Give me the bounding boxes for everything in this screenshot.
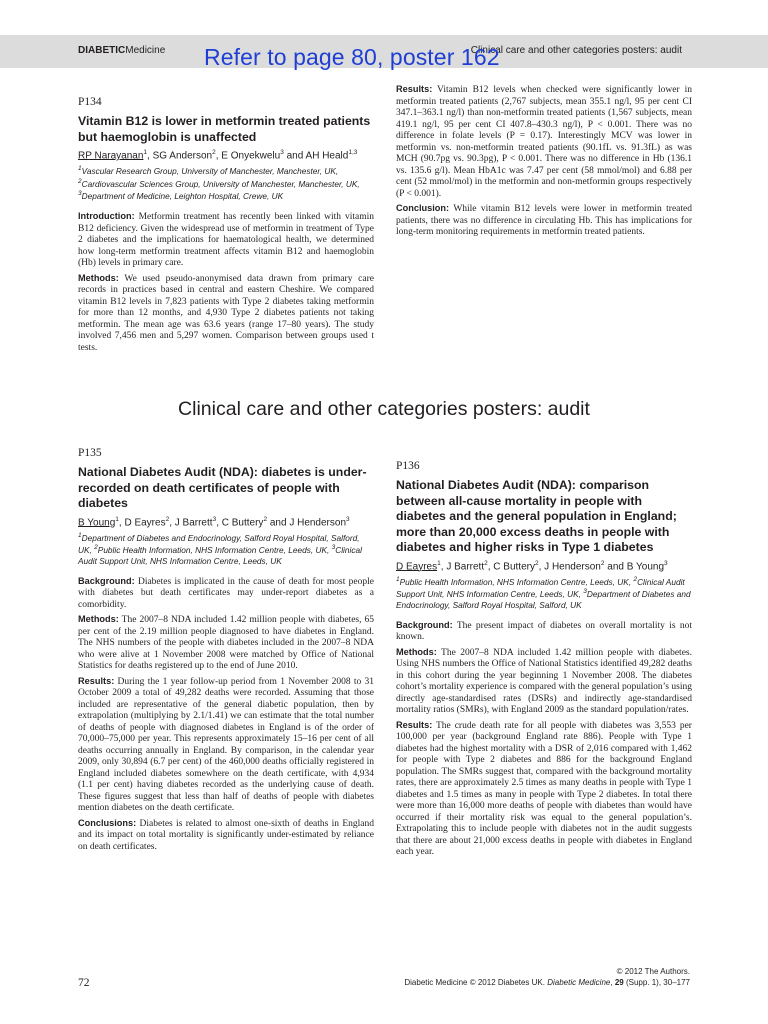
- author-sup: 2: [534, 559, 539, 567]
- section-heading: Clinical care and other categories posters: audit: [178, 398, 590, 420]
- methods-paragraph: [78, 273, 374, 355]
- author-name: B Young: [78, 516, 116, 528]
- author-sup: 1,3: [348, 149, 358, 156]
- author-name: J Henderson: [544, 560, 601, 572]
- results-text: The crude death rate for all people with diabetes was 3,553 per 100,000 per year (background England rate 886). People with Type 1 diabetes had the highest mortality with a DSR of 2,016 compared with 1,462 for people with Type 2 diabetes and 886 for the background England population. The SMRs suggest that, compared with the background mortality rates, there are approximately 2.5 times as many deaths in people with Type 1 diabetes and 1.5 times as many in people with Type 2 diabetes. In total there were more than 16,000 more deaths of people with diabetes than would have occurred if their mortality risk was equal to the general population’s. Extrapolating this to include people with diabetes not in the audit suggests that there are about 21,000 excess deaths in people with diabetes in England each year.: [396, 720, 692, 858]
- background-paragraph: [78, 576, 374, 612]
- author-sup: 1: [437, 559, 441, 567]
- page-reference-stamp: Refer to page 80, poster 162: [204, 44, 500, 70]
- affiliation-sup: 3: [331, 544, 336, 552]
- abstract-title: National Diabetes Audit (NDA): comparison between all-cause mortality in people with diabetes and the general population in England; more than 20,000 excess deaths in people with diabetes and higher risks in Type 1 diabetes: [396, 478, 677, 554]
- copyright-journal: Diabetic Medicine: [547, 978, 611, 987]
- affiliation: Department of Diabetes and Endocrinology, Salford Royal Hospital, Salford, UK: [396, 589, 691, 610]
- results-paragraph: [396, 84, 692, 200]
- affiliation: Public Health Information, NHS Information Centre, Leeds, UK,: [399, 576, 632, 587]
- abstract-p134-left: [78, 96, 374, 357]
- author-name: J Barrett: [446, 560, 485, 572]
- section-label: Results:: [78, 675, 115, 686]
- copyright-volume: 29: [614, 978, 624, 987]
- affiliation: Cardiovascular Sciences Group, University of Manchester, Manchester, UK,: [81, 178, 360, 189]
- affiliation-sup: 1: [78, 165, 82, 173]
- author-sup: 3: [280, 149, 284, 156]
- results-text: During the 1 year follow-up period from 1 November 2008 to 31 October 2009 a total of 49,282 deaths were recorded. Assuming that those included are representative of the general diabetic population, then by extrapolation (multiplying by 2.1/1.41) we can estimate that the total number of deaths of people with diagnosed diabetes in England is of the order of 70,000–75,000 per year. This represents approximately 15–16 per cent of all deaths occurring annually in England. By comparison, in the calendar year 2009, only 30,894 (6.7 per cent) of the 460,000 deaths officially registered in England included diabetes somewhere on the death certificate, with 4,934 (1.1 per cent) having diabetes recorded as the underlying cause of death. These figures suggest that less than half of deaths of people with diabetes mention diabetes on the death certificate.: [78, 676, 374, 814]
- methods-text: The 2007–8 NDA included 1.42 million people with diabetes. Using NHS numbers the Office of National Statistics identified 49,282 deaths in this cohort during the year beginning 1 November 2008. The diabetes cohort’s mortality experience is compared with the general population’s using directly age-standardised rates (DSRs) and indirectly age-standardised mortality ratios (SMRs), with England 2009 as the standard population/rates.: [396, 647, 692, 716]
- conclusions-text: Diabetes is related to almost one-sixth of deaths in England and its impact on total mortality is significantly under-estimated by reliance on death certificates.: [78, 818, 374, 852]
- copyright-issue: (Supp. 1), 30–177: [623, 978, 690, 987]
- section-label: Conclusion:: [396, 203, 450, 213]
- author-sup: 2: [600, 559, 605, 567]
- affiliations: [396, 575, 692, 611]
- methods-text: The 2007–8 NDA included 1.42 million people with diabetes, 65 per cent of the 2.19 million people diagnosed to have diabetes in England. The NHS numbers of the people with diabetes included in the 2007–8 NDA who were alive at 1 November 2008 were matched by Office of National Statistics for deaths registered up to the end of June 2010.: [78, 615, 374, 672]
- background-text: Diabetes is implicated in the cause of death for most people with diabetes but death certificates may under-report diabetes as a comorbidity.: [78, 576, 375, 610]
- author-name: J Henderson: [289, 516, 347, 528]
- author-name: SG Anderson: [152, 150, 213, 162]
- journal-name: [78, 45, 165, 56]
- author-list: D Eayres$^1$, J Barrett$^2$, C Buttery$^2$, J Henderson$^2$ and B Young$^3$: [396, 559, 668, 572]
- author-sup: 3: [346, 515, 350, 523]
- conclusion-text: While vitamin B12 levels were lower in metformin treated patients, there was no difference in circulating Hb. This has implications for long-term monitoring requirements in metformin treated patients.: [396, 204, 692, 237]
- abstract-number: P136: [396, 460, 420, 472]
- copyright-line-2: [404, 977, 690, 988]
- affiliation: Department of Medicine, Leighton Hospital, Crewe, UK: [81, 191, 284, 202]
- author-name: D Eayres: [124, 516, 166, 528]
- affiliation-sup: 1: [78, 531, 82, 539]
- section-label: Methods:: [78, 272, 119, 283]
- affiliation: Clinical Audit Support Unit, NHS Information Centre, Leeds, UK: [78, 545, 362, 566]
- affiliation-sup: 1: [396, 575, 400, 583]
- author-name: J Barrett: [174, 516, 213, 528]
- section-label: Introduction:: [78, 211, 135, 222]
- affiliations: [78, 531, 374, 567]
- introduction-paragraph: [78, 211, 374, 270]
- abstract-number: P134: [78, 96, 102, 108]
- author-sup: 3: [664, 559, 668, 567]
- section-label: Conclusions:: [78, 817, 137, 828]
- introduction-text: Metformin treatment has recently been linked with vitamin B12 deficiency. Given the widespread use of metformin in treatment of Type 2 diabetes and the implications for haematological health, we determined how long-term metformin treatment affects vitamin B12 and haemoglobin (Hb) levels in primary care.: [78, 212, 374, 269]
- running-head: Clinical care and other categories posters: audit: [470, 45, 682, 56]
- copyright-publisher: Diabetic Medicine © 2012 Diabetes UK.: [404, 978, 548, 987]
- author-list: RP Narayanan$^1$, SG Anderson$^2$, E Onyekwelu$^3$ and AH Heald$^{1,3}$: [78, 149, 358, 162]
- section-label: Background:: [396, 619, 453, 630]
- methods-paragraph: [78, 614, 374, 673]
- results-paragraph: [396, 720, 692, 859]
- abstract-number: P135: [78, 447, 102, 459]
- author-name: D Eayres: [396, 560, 438, 572]
- author-name: E Onyekwelu: [221, 150, 281, 162]
- copyright-sep: ,: [610, 978, 615, 987]
- conclusion-paragraph: [396, 203, 692, 239]
- author-list: B Young$^1$, D Eayres$^2$, J Barrett$^3$, C Buttery$^2$ and J Henderson$^3$: [78, 515, 350, 528]
- affiliation: Public Health Information, NHS Information Centre, Leeds, UK,: [97, 545, 330, 556]
- author-name: B Young: [626, 560, 665, 572]
- author-name: C Buttery: [493, 560, 535, 572]
- author-sup: 2: [165, 515, 170, 523]
- abstract-title: Vitamin B12 is lower in metformin treated patients but haemoglobin is unaffected: [78, 114, 371, 144]
- section-label: Results:: [396, 719, 433, 730]
- results-text: Vitamin B12 levels when checked were significantly lower in metformin treated patients (2,767 subjects, mean 355.1 ng/l, 95 per cent CI 347.1–363.1 ng/l) than non-metformin treated patients (1,567 subjects, mean 419.1 ng/l, 95 per cent CI 407.8–430.3 ng/l), P < 0.001. There was no difference in folate levels (P = 0.17). Interestingly MCV was lower in metformin vs. non-metformin treated patients (90.1fL vs. 91.3fL) as was MCH (90.7pg vs. 90.3pg), P < 0.001. There was no difference in Hb (136.1 vs. 135.6 g/l). Mean HbA1c was 7.47 per cent (58 mmol/mol) and 6.88 per cent (52 mmol/mol) in the metformin and non-metformin groups respectively (P < 0.001).: [396, 85, 692, 199]
- background-text: The present impact of diabetes on overall mortality is not known.: [396, 620, 692, 643]
- page-number: 72: [78, 977, 90, 989]
- affiliations: [78, 164, 374, 202]
- results-paragraph: [78, 676, 374, 815]
- methods-text: We used pseudo-anonymised data drawn from primary care records in practices based in central and eastern Cheshire. We compared vitamin B12 levels in 7,823 patients with Type 2 diabetes taking metformin for more than 12 months, and 4,930 Type 2 diabetes patients not taking metformin. The mean age was 63.6 years (range 17–80 years). The study involved 7,456 men and 5,297 women. Comparison between groups used t tests.: [78, 273, 374, 353]
- affiliation-sup: 2: [78, 177, 82, 185]
- author-sup: 2: [263, 515, 268, 523]
- affiliation-sup: 2: [94, 544, 98, 552]
- author-sup: 1: [115, 515, 119, 523]
- author-name: RP Narayanan: [78, 150, 144, 162]
- author-name: C Buttery: [221, 516, 264, 528]
- affiliation-sup: 3: [78, 190, 82, 198]
- affiliation: Department of Diabetes and Endocrinology, Salford Royal Hospital, Salford, UK,: [78, 532, 360, 556]
- section-label: Methods:: [78, 614, 119, 625]
- author-sup: 1: [143, 149, 148, 156]
- conclusions-paragraph: [78, 818, 374, 854]
- section-label: Background:: [78, 575, 135, 586]
- abstract-title: National Diabetes Audit (NDA): diabetes is under-recorded on death certificates of people with diabetes: [78, 465, 367, 510]
- journal-name-rest: Medicine: [125, 45, 166, 56]
- affiliation-sup: 2: [633, 575, 638, 583]
- author-name: AH Heald: [305, 150, 349, 162]
- author-sup: 2: [212, 149, 216, 156]
- affiliation-sup: 3: [583, 588, 587, 596]
- copyright-line-1: © 2012 The Authors.: [616, 967, 690, 976]
- affiliation: Clinical Audit Support Unit, NHS Information Centre, Leeds, UK,: [396, 576, 685, 600]
- copyright-notice: [404, 966, 690, 988]
- affiliation: Vascular Research Group, University of Manchester, Manchester, UK,: [81, 166, 339, 177]
- journal-name-bold: DIABETIC: [78, 45, 126, 56]
- background-paragraph: [396, 620, 692, 644]
- author-sup: 2: [484, 559, 488, 567]
- abstract-p134-right: [396, 84, 692, 242]
- author-sup: 3: [212, 515, 217, 523]
- abstract-p136: [396, 460, 692, 862]
- section-label: Methods:: [396, 646, 437, 657]
- abstract-p135: [78, 447, 374, 856]
- section-label: Results:: [396, 84, 433, 94]
- methods-paragraph: [396, 647, 692, 717]
